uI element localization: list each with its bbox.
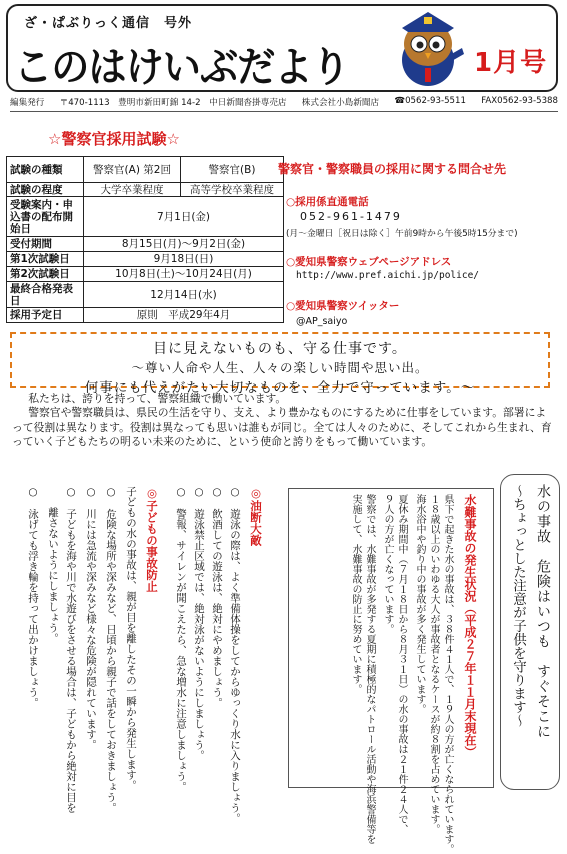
child-safety-item: ○ 川には急流や深みなど様々な危険が隠れています。 <box>85 486 97 750</box>
table-row <box>7 252 284 267</box>
table-cell: 10月8日(土)～10月24日(月) <box>84 267 284 282</box>
table-cell: 試験の程度 <box>7 183 84 197</box>
table-cell: 採用予定日 <box>7 308 84 323</box>
recruitment-title: ☆警察官採用試験☆ <box>48 130 180 148</box>
water-status-line: １８歳以上のいわゆる大人が事故者となるケースが約８割を占めています。 <box>428 494 439 834</box>
table-cell: 12月14日(水) <box>84 282 284 308</box>
table-row <box>7 197 284 237</box>
imprint-address: 〒470-1113 豊明市新田町錦 14-2 中日新聞沓掛専売店 <box>59 98 287 108</box>
table-cell: 最終合格発表日 <box>7 282 84 308</box>
issue-month: 1月号 <box>474 48 548 78</box>
table-cell: 高等学校卒業程度 <box>181 183 284 197</box>
table-cell: 第2次試験日 <box>7 267 84 282</box>
table-cell: 7月1日(金) <box>84 197 284 237</box>
web-address-link[interactable]: http://www.pref.aichi.jp/police/ <box>296 270 480 281</box>
adult-safety-item: ○ 飲酒しての遊泳は、絶対にやめましょう。 <box>211 486 223 708</box>
mission-paragraph-2: 警察官や警察職員は、県民の生活を守り、支え、より豊かなものにするために仕事をしています。部署によって役割は異なります。役割は異なっても思いは誰もが同じ。全ては人々のために、そしてこれから生まれ、育っていく子どもたちの明るい未来のために、という使命と誇りをもって働いています。 <box>12 406 552 449</box>
phone-hours: (月～金曜日［祝日は除く］午前9時から午後5時15分まで) <box>286 229 518 239</box>
table-row <box>7 237 284 252</box>
child-safety-item: ○ 危険な場所や深みなど、日頃から親子で話をしておきましょう。 <box>105 486 117 813</box>
table-cell: 9月18日(日) <box>84 252 284 267</box>
table-cell: 試験の種類 <box>7 157 84 183</box>
callout-line-1: 水の事故 危険はいつも すぐそこに <box>535 484 551 739</box>
mission-paragraph-1: 私たちは、誇りを持って、警察組織で働いています。 <box>28 392 287 405</box>
callout-line-2: ～ちょっとした注意が子供を守ります～ <box>510 484 526 727</box>
water-status-line: 県下で起きた水の事故は、３８件４１人で、１９人の方が亡くなられています。 <box>442 494 453 854</box>
mission-text <box>12 392 554 450</box>
water-status-line: 夏休み期間中（７月１８日から８月３１日）の水の事故は２１件２４人で、 <box>396 494 407 834</box>
child-safety-item: 離さないようにしましょう。 <box>47 486 59 644</box>
water-status-line: 実施して、水難事故の防止に努めています。 <box>350 494 361 694</box>
twitter-handle-link[interactable]: @AP_saiyo <box>296 316 348 327</box>
adult-safety-item: ○ 遊泳禁止区域では、絶対泳がないようにしましょう。 <box>193 486 205 761</box>
adult-safety-title: ◎油断大敵 <box>249 486 263 546</box>
child-safety-item: ○ 子どもを海や川で水遊びをさせる場合は、子どもから絶対に目を <box>65 486 77 813</box>
table-cell: 原則 平成29年4月 <box>84 308 284 323</box>
table-row <box>7 308 284 323</box>
water-status-title: 水難事故の発生状況（平成２７年１１月末現在） <box>463 494 477 758</box>
table-cell: 第1次試験日 <box>7 252 84 267</box>
slogan-banner <box>10 332 550 396</box>
table-cell: 警察官(A) 第2回 <box>84 157 181 183</box>
twitter-heading: ○愛知県警察ツイッター <box>286 300 400 312</box>
newsletter-kicker: ざ・ぱぶりっく通信 号外 <box>24 16 193 31</box>
table-row <box>7 267 284 282</box>
water-status-line: ９人の方が亡くなっています。 <box>382 494 393 634</box>
web-heading: ○愛知県警察ウェブページアドレス <box>286 256 452 268</box>
water-status-line: 警察では、水難事故が多発する夏期に積極的なパトロール活動や海浜警備等を <box>364 494 375 844</box>
table-cell: 受付期間 <box>7 237 84 252</box>
phone-heading: ○採用係直通電話 <box>286 196 369 208</box>
table-row <box>7 183 284 197</box>
imprint-fax: FAX0562-93-5388 <box>481 96 558 106</box>
inquiry-title: 警察官・警察職員の採用に関する問合せ先 <box>278 162 507 176</box>
water-status-line: 海水浴中や釣り中の事故が多く発生しています。 <box>414 494 425 714</box>
phone-number[interactable]: 052-961-1479 <box>300 210 402 223</box>
child-safety-item: ○ 泳げても浮き輪を持って出かけましょう。 <box>27 486 39 708</box>
slogan-line-2: ～尊い人命や人生、人々の楽しい時間や思い出。 <box>131 360 429 375</box>
table-row <box>7 282 284 308</box>
child-safety-item: 子どもの水の事故は、親が目を離したその一瞬から発生します。 <box>125 486 137 791</box>
adult-safety-item: ○ 警報、サイレンが聞こえたら、急な増水に注意しましょう。 <box>175 486 187 792</box>
imprint-company: 株式会社小島新聞店 <box>301 98 380 108</box>
table-cell: 受験案内・申込書の配布開始日 <box>7 197 84 237</box>
owl-police-mascot-icon <box>388 8 468 88</box>
newsletter-title: このはけいぶだより <box>14 43 349 91</box>
adult-safety-item: ○ 遊泳の際は、よく準備体操をしてからゆっくり水に入りましょう。 <box>229 486 241 824</box>
slogan-line-1: 目に見えないものも、守る仕事です。 <box>153 341 407 357</box>
table-row <box>7 157 284 183</box>
table-cell: 大学卒業程度 <box>84 183 181 197</box>
slogan-line-3: 何事にも代えがたい大切なものを、全力で守っています。～ <box>84 380 476 396</box>
table-cell: 8月15日(月)～9月2日(金) <box>84 237 284 252</box>
imprint-publisher: 編集発行 <box>10 98 45 108</box>
exam-schedule-table <box>6 156 284 323</box>
child-safety-title: ◎子どもの事故防止 <box>145 486 159 592</box>
imprint-tel: ☎0562-93-5511 <box>394 96 466 106</box>
imprint-line <box>10 96 558 112</box>
table-cell: 警察官(B) <box>181 157 284 183</box>
